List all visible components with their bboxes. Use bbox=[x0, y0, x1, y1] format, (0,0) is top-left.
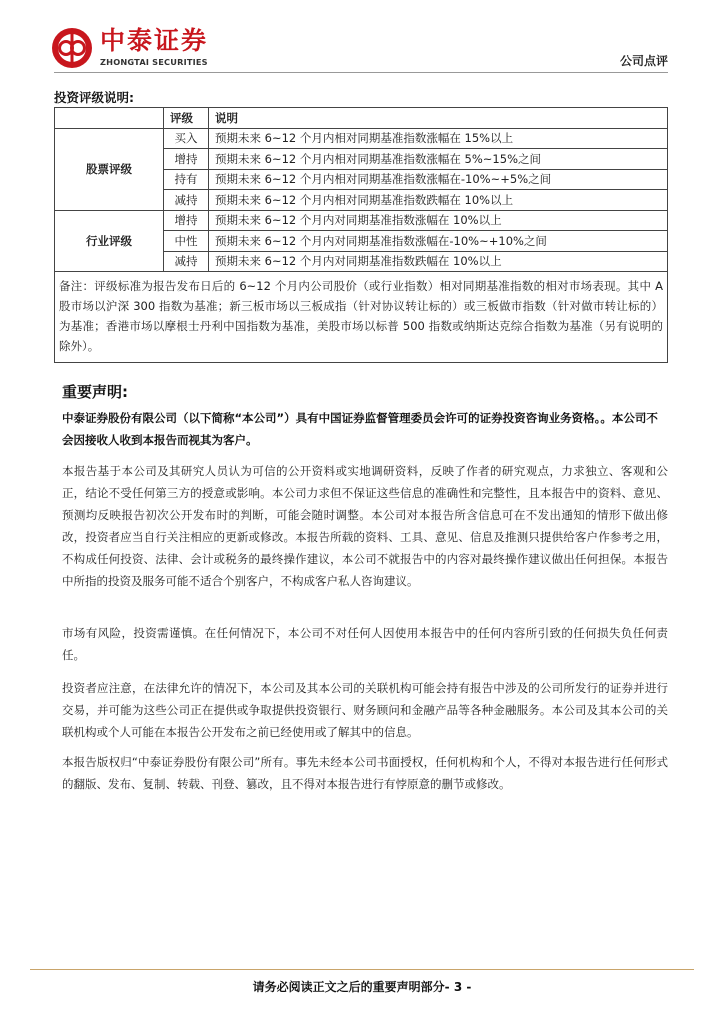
declaration-paragraph: 市场有风险，投资需谨慎。在任何情况下，本公司不对任何人因使用本报告中的任何内容所引致的任何损失负任何责任。 bbox=[62, 626, 668, 662]
rating-description: 预期未来 6~12 个月内相对同期基准指数涨幅在-10%~+5%之间 bbox=[209, 169, 668, 190]
rating-level: 减持 bbox=[164, 190, 209, 211]
declaration-paragraph: 投资者应注意，在法律允许的情况下，本公司及其本公司的关联机构可能会持有报告中涉及的公司所发行的证券并进行交易，并可能为这些公司正在提供或争取提供投资银行、财务顾问和金融产品等各种金融服务。本公司及其本公司的关联机构或个人可能在本报告公开发布之前已经使用或了解其中的信息。 bbox=[62, 681, 668, 739]
declaration-intro: 中泰证券股份有限公司（以下简称“本公司”）具有中国证券监督管理委员会许可的证券投资咨询业务资格。。本公司不会因接收人收到本报告而视其为客户。 bbox=[62, 411, 658, 447]
rating-level: 增持 bbox=[164, 210, 209, 231]
footer-text: 请务必阅读正文之后的重要声明部分- 3 - bbox=[252, 980, 472, 994]
zhongtai-logo-icon bbox=[50, 26, 94, 70]
rating-description: 预期未来 6~12 个月内对同期基准指数涨幅在-10%~+10%之间 bbox=[209, 231, 668, 252]
report-type-label: 公司点评 bbox=[619, 54, 668, 68]
company-logo bbox=[50, 26, 220, 70]
stock-rating-category: 股票评级 bbox=[55, 128, 164, 210]
rating-level: 买入 bbox=[164, 128, 209, 149]
rating-note: 备注：评级标准为报告发布日后的 6~12 个月内公司股价（或行业指数）相对同期基准指数的相对市场表现。其中 A 股市场以沪深 300 指数为基准；新三板市场以三板成指（针对协议转让标的）或三板做市指数（针对做市转让标的）为基准；香港市场以摩根士丹利中国指数为基准，美股市场以标普 500 指数或纳斯达克综合指数为基准（另有说明的除外）。 bbox=[55, 272, 668, 363]
table-row bbox=[55, 128, 668, 149]
rating-level: 中性 bbox=[164, 231, 209, 252]
industry-rating-category: 行业评级 bbox=[55, 210, 164, 272]
table-header-description: 说明 bbox=[209, 108, 668, 129]
table-row bbox=[55, 210, 668, 231]
rating-level: 减持 bbox=[164, 251, 209, 272]
declaration-paragraph: 本报告版权归“中泰证券股份有限公司”所有。事先未经本公司书面授权，任何机构和个人，不得对本报告进行任何形式的翻版、发布、复制、转载、刊登、篡改，且不得对本报告进行有悖原意的删节或修改。 bbox=[62, 755, 668, 791]
table-header-level: 评级 bbox=[164, 108, 209, 129]
footer-divider bbox=[30, 969, 694, 970]
page-header bbox=[0, 0, 724, 80]
declaration-paragraph: 本报告基于本公司及其研究人员认为可信的公开资料或实地调研资料，反映了作者的研究观点，力求独立、客观和公正，结论不受任何第三方的授意或影响。本公司力求但不保证这些信息的准确性和完整性，且本报告中的资料、意见、预测均反映报告初次公开发布时的判断，可能会随时调整。本公司对本报告所含信息可在不发出通知的情形下做出修改，投资者应当自行关注相应的更新或修改。本报告所载的资料、工具、意见、信息及推测只提供给客户作参考之用，不构成任何投资、法律、会计或税务的最终操作建议，本公司不就报告中的内容对最终操作建议做出任何担保。本报告中所指的投资及服务可能不适合个别客户，不构成客户私人咨询建议。 bbox=[62, 464, 668, 588]
rating-level: 持有 bbox=[164, 169, 209, 190]
rating-description: 预期未来 6~12 个月内相对同期基准指数跌幅在 10%以上 bbox=[209, 190, 668, 211]
declaration-title: 重要声明: bbox=[62, 383, 128, 401]
table-header-row bbox=[55, 108, 668, 129]
rating-description: 预期未来 6~12 个月内对同期基准指数涨幅在 10%以上 bbox=[209, 210, 668, 231]
rating-description: 预期未来 6~12 个月内相对同期基准指数涨幅在 5%~15%之间 bbox=[209, 149, 668, 170]
logo-english-text: ZHONGTAI SECURITIES bbox=[100, 57, 208, 67]
table-header-category bbox=[55, 108, 164, 129]
rating-level: 增持 bbox=[164, 149, 209, 170]
rating-section-title: 投资评级说明: bbox=[54, 90, 134, 105]
rating-description: 预期未来 6~12 个月内对同期基准指数跌幅在 10%以上 bbox=[209, 251, 668, 272]
header-divider bbox=[54, 72, 668, 73]
rating-description: 预期未来 6~12 个月内相对同期基准指数涨幅在 15%以上 bbox=[209, 128, 668, 149]
table-note-row bbox=[55, 272, 668, 363]
rating-table bbox=[54, 107, 668, 363]
logo-chinese-text: 中泰证券 bbox=[100, 26, 209, 55]
